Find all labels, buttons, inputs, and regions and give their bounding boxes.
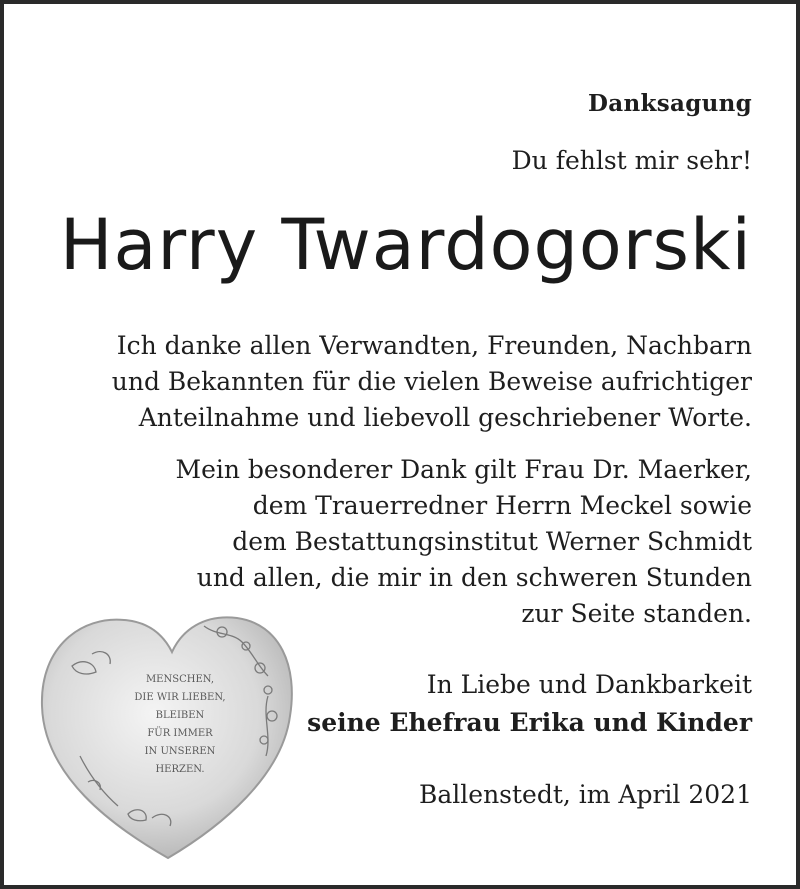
subtitle: Du fehlst mir sehr!: [511, 146, 752, 175]
heart-inscription-line: BLEIBEN: [155, 710, 205, 721]
signature-line: In Liebe und Dankbarkeit: [426, 670, 752, 699]
paragraph-line: und Bekannten für die vielen Beweise aufrichtiger: [111, 367, 752, 396]
special-thanks-paragraph: [175, 452, 752, 632]
heading: Danksagung: [588, 90, 752, 117]
paragraph-line: dem Bestattungsinstitut Werner Schmidt: [232, 527, 752, 556]
thanks-paragraph: [112, 328, 752, 436]
paragraph-line: Anteilnahme und liebevoll geschriebener Worte.: [138, 403, 752, 432]
signature-names: seine Ehefrau Erika und Kinder: [307, 708, 752, 737]
paragraph-line: und allen, die mir in den schweren Stunden: [196, 563, 752, 592]
heart-stone-image: [32, 606, 304, 868]
place-date: Ballenstedt, im April 2021: [419, 780, 752, 809]
heart-inscription-line: IN UNSEREN: [144, 746, 216, 757]
deceased-name: Harry Twardogorski: [59, 204, 752, 286]
paragraph-line: Ich danke allen Verwandten, Freunden, Nachbarn: [116, 331, 752, 360]
paragraph-line: zur Seite standen.: [521, 599, 752, 628]
paragraph-line: dem Trauerredner Herrn Meckel sowie: [252, 491, 752, 520]
heart-inscription-line: FÜR IMMER: [147, 728, 213, 739]
heart-inscription-line: MENSCHEN,: [145, 674, 215, 685]
heart-inscription-line: DIE WIR LIEBEN,: [134, 692, 226, 703]
paragraph-line: Mein besonderer Dank gilt Frau Dr. Maerker,: [175, 455, 752, 484]
heart-inscription-line: HERZEN.: [155, 764, 205, 775]
